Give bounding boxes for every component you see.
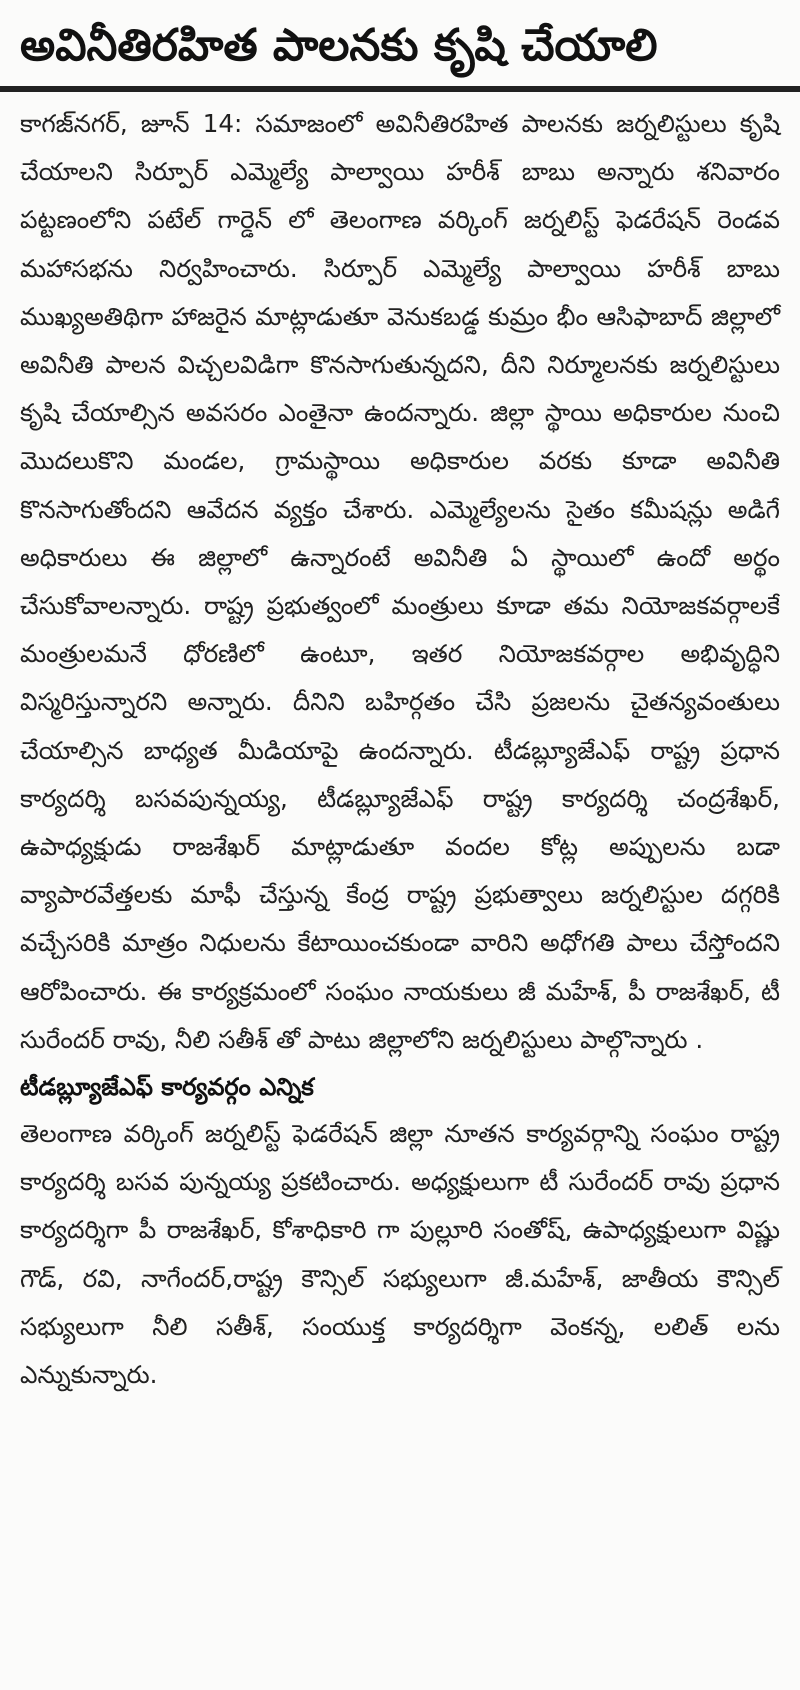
article-body <box>20 100 780 1399</box>
article-paragraph: కాగజ్‌నగర్, జూన్ 14: సమాజంలో అవినీతిరహిత పాలనకు జర్నలిస్టులు కృషి చేయాలని సిర్పూర్ ఎమ్మెల్యే పాల్వాయి హరీశ్ బాబు అన్నారు శనివారం పట్టణంలోని పటేల్ గార్డెన్ లో తెలంగాణ వర్కింగ్ జర్నలిస్ట్ ఫెడరేషన్ రెండవ మహాసభను నిర్వహించారు. సిర్పూర్ ఎమ్మెల్యే పాల్వాయి హరీశ్ బాబు ముఖ్యఅతిథిగా హాజరైన మాట్లాడుతూ వెనుకబడ్డ కుమ్రం భీం ఆసిఫాబాద్ జిల్లాలో అవినీతి పాలన విచ్చలవిడిగా కొనసాగుతున్నదని, దీని నిర్మూలనకు జర్నలిస్టులు కృషి చేయాల్సిన అవసరం ఎంతైనా ఉందన్నారు. జిల్లా స్థాయి అధికారుల నుంచి మొదలుకొని మండల, గ్రామస్థాయి అధికారుల వరకు కూడా అవినీతి కొనసాగుతోందని ఆవేదన వ్యక్తం చేశారు. ఎమ్మెల్యేలను సైతం కమీషన్లు అడిగే అధికారులు ఈ జిల్లాలో ఉన్నారంటే అవినీతి ఏ స్థాయిలో ఉందో అర్థం చేసుకోవాలన్నారు. రాష్ట్ర ప్రభుత్వంలో మంత్రులు కూడా తమ నియోజకవర్గాలకే మంత్రులమనే ధోరణిలో ఉంటూ, ఇతర నియోజకవర్గాల అభివృద్ధిని విస్మరిస్తున్నారని అన్నారు. దీనిని బహిర్గతం చేసి ప్రజలను చైతన్యవంతులు చేయాల్సిన బాధ్యత మీడియాపై ఉందన్నారు. టీడబ్ల్యూజేఎఫ్ రాష్ట్ర ప్రధాన కార్యదర్శి బసవపున్నయ్య, టీడబ్ల్యూజేఎఫ్ రాష్ట్ర కార్యదర్శి చంద్రశేఖర్, ఉపాధ్యక్షుడు రాజశేఖర్ మాట్లాడుతూ వందల కోట్ల అప్పులను బడా వ్యాపారవేత్తలకు మాఫీ చేస్తున్న కేంద్ర రాష్ట్ర ప్రభుత్వాలు జర్నలిస్టుల దగ్గరికి వచ్చేసరికి మాత్రం నిధులను కేటాయించకుండా వారిని అధోగతి పాలు చేస్తోందని ఆరోపించారు. ఈ కార్యక్రమంలో సంఘం నాయకులు జీ మహేశ్, పీ రాజశేఖర్, టీ సురేందర్ రావు, నీలి సతీశ్ తో పాటు జిల్లాలోని జర్నలిస్టులు పాల్గొన్నారు . <box>20 109 780 1054</box>
headline-divider <box>0 86 800 92</box>
subheading: టీడబ్ల్యూజేఎఫ్ కార్యవర్గం ఎన్నిక <box>20 1073 314 1102</box>
article-paragraph-2: తెలంగాణ వర్కింగ్ జర్నలిస్ట్ ఫెడరేషన్ జిల్లా నూతన కార్యవర్గాన్ని సంఘం రాష్ట్ర కార్యదర్శి బసవ పున్నయ్య ప్రకటించారు. అధ్యక్షులుగా టీ సురేందర్ రావు ప్రధాన కార్యదర్శిగా పీ రాజశేఖర్, కోశాధికారి గా పుల్లూరి సంతోష్, ఉపాధ్యక్షులుగా విష్ణు గౌడ్, రవి, నాగేందర్,రాష్ట్ర కౌన్సిల్ సభ్యులుగా జీ.మహేశ్, జాతీయ కౌన్సిల్ సభ్యులుగా నీలి సతీశ్, సంయుక్త కార్యదర్శిగా వెంకన్న, లలిత్ లను ఎన్నుకున్నారు. <box>20 1119 780 1390</box>
headline: అవినీతిరహిత పాలనకు కృషి చేయాలి <box>20 20 658 71</box>
